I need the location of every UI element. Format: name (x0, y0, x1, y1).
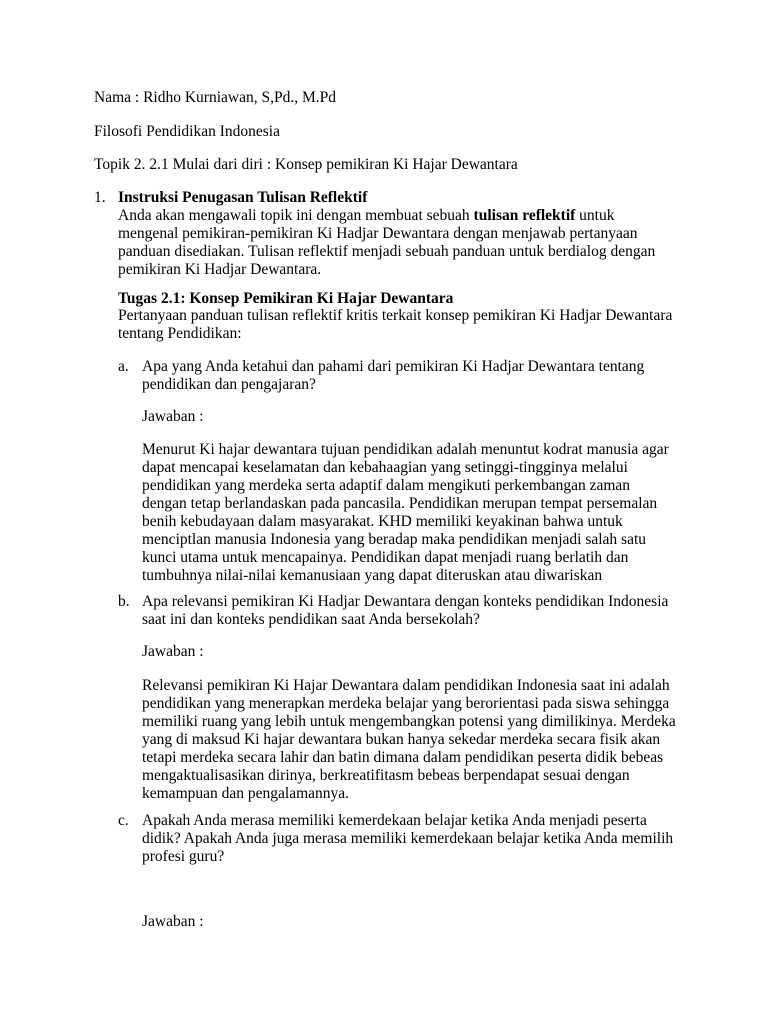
paragraph-text: untuk (575, 207, 615, 224)
answer-line: mengaktualisasikan dirinya, berkreatifitasm bebeas berpendapat sesuai dengan (142, 767, 630, 784)
question-text (142, 812, 690, 866)
answer-line: benih kebudayaan dalam masyarakat. KHD memiliki keyakinan bahwa untuk (142, 513, 623, 530)
answer-line: kemampuan dan pengalamannya. (142, 785, 350, 802)
task-paragraph (118, 307, 698, 343)
topic-title: Topik 2. 2.1 Mulai dari diri : Konsep pemikiran Ki Hajar Dewantara (94, 156, 518, 173)
paragraph-line: mengenal pemikiran-pemikiran Ki Hadjar Dewantara dengan menjawab pertanyaan (118, 225, 638, 242)
question-line: Apa yang Anda ketahui dan pahami dari pemikiran Ki Hadjar Dewantara tentang (142, 358, 645, 375)
answer-line: pendidikan yang menerapkan merdeka belajar yang berorientasi pada siswa sehingga (142, 695, 670, 712)
answer-line: tetapi merdeka secara lahir dan batin dimana dalam pendidikan peserta didik bebeas (142, 749, 664, 766)
question-letter: b. (118, 593, 130, 610)
question-line: Apakah Anda merasa memiliki kemerdekaan belajar ketika Anda menjadi peserta (142, 812, 647, 829)
answer-text (142, 441, 690, 585)
emphasis-text: tulisan reflektif (473, 207, 576, 224)
question-line: Apa relevansi pemikiran Ki Hadjar Dewantara dengan konteks pendidikan Indonesia (142, 593, 669, 610)
section-heading: Instruksi Penugasan Tulisan Reflektif (118, 189, 368, 206)
answer-label: Jawaban : (142, 408, 204, 425)
answer-text (142, 677, 690, 803)
section-paragraph (118, 207, 698, 279)
answer-line: menciptlan manusia Indonesia yang beradap maka pendidikan menjadi salah satu (142, 531, 647, 548)
task-heading: Tugas 2.1: Konsep Pemikiran Ki Hajar Dewantara (118, 290, 454, 307)
question-text (142, 358, 690, 394)
answer-label: Jawaban : (142, 643, 204, 660)
question-line: saat ini dan konteks pendidikan saat Anda bersekolah? (142, 611, 480, 628)
answer-line: memiliki ruang yang lebih untuk mengembangkan potensi yang dimilikinya. Merdeka (142, 713, 676, 730)
answer-line: pendidikan yang merdeka serta adaptif dalam mengikuti perkembangan zaman (142, 477, 631, 494)
paragraph-line: tentang Pendidikan: (118, 325, 242, 342)
answer-line: yang di maksud Ki hajar dewantara bukan hanya sekedar merdeka secara fisik akan (142, 731, 661, 748)
section-number: 1. (94, 189, 106, 206)
paragraph-text: Anda akan mengawali topik ini dengan membuat sebuah (118, 207, 474, 224)
paragraph-line: panduan disediakan. Tulisan reflektif menjadi sebuah panduan untuk berdialog dengan (118, 243, 656, 260)
question-line: didik? Apakah Anda juga merasa memiliki kemerdekaan belajar ketika Anda memilih (142, 830, 674, 847)
question-text (142, 593, 690, 629)
answer-line: Menurut Ki hajar dewantara tujuan pendidikan adalah menuntut kodrat manusia agar (142, 441, 669, 458)
paragraph-line: pemikiran Ki Hadjar Dewantara. (118, 261, 322, 278)
paragraph-line: Pertanyaan panduan tulisan reflektif kritis terkait konsep pemikiran Ki Hadjar Dewantara (118, 307, 673, 324)
answer-line: tumbuhnya nilai-nilai kemanusiaan yang dapat diteruskan atau diwariskan (142, 567, 603, 584)
answer-line: dengan tetap berlandaskan pada pancasila. Pendidikan merupan tempat persemalan (142, 495, 658, 512)
author-name-line: Nama : Ridho Kurniawan, S,Pd., M.Pd (94, 89, 336, 106)
course-title: Filosofi Pendidikan Indonesia (94, 123, 280, 140)
paragraph-line (118, 207, 698, 225)
answer-line: dapat mencapai keselamatan dan kebahaagian yang setinggi-tingginya melalui (142, 459, 628, 476)
question-line: profesi guru? (142, 848, 225, 865)
answer-label: Jawaban : (142, 913, 204, 930)
question-letter: a. (118, 358, 129, 375)
answer-line: kunci utama untuk mencapainya. Pendidikan dapat menjadi ruang berlatih dan (142, 549, 629, 566)
answer-line: Relevansi pemikiran Ki Hajar Dewantara dalam pendidikan Indonesia saat ini adalah (142, 677, 670, 694)
question-letter: c. (118, 812, 129, 829)
question-line: pendidikan dan pengajaran? (142, 376, 316, 393)
